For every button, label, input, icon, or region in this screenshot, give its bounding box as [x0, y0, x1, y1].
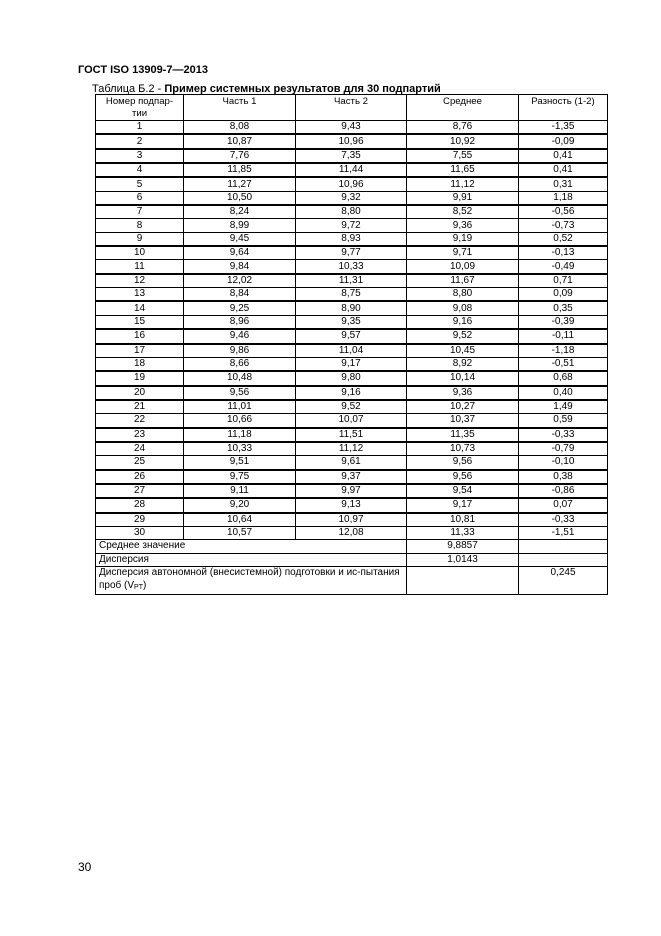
part2-cell: 9,16: [296, 386, 407, 400]
column-header-part1: Часть 1: [184, 95, 296, 121]
difference-cell: -0,39: [519, 315, 608, 329]
difference-cell: 0,41: [519, 149, 608, 163]
difference-cell: -0,49: [519, 260, 608, 274]
lot-number-cell: 5: [96, 177, 184, 191]
part2-cell: 8,93: [296, 232, 407, 246]
part2-cell: 10,33: [296, 260, 407, 274]
variance-label: Дисперсия: [96, 553, 407, 566]
mean-cell: 9,19: [407, 232, 519, 246]
difference-cell: 0,35: [519, 301, 608, 315]
part1-cell: 9,51: [184, 456, 296, 470]
part2-cell: 11,12: [296, 442, 407, 456]
mean-cell: 10,92: [407, 134, 519, 148]
difference-cell: -0,73: [519, 219, 608, 232]
difference-cell: -0,11: [519, 329, 608, 343]
difference-cell: -0,56: [519, 205, 608, 219]
table-row: [96, 191, 608, 205]
table-row: [96, 246, 608, 260]
difference-cell: -1,18: [519, 344, 608, 358]
part1-cell: 10,33: [184, 442, 296, 456]
table-row: [96, 163, 608, 177]
table-row: [96, 484, 608, 498]
difference-cell: 0,07: [519, 498, 608, 512]
part1-cell: 10,64: [184, 513, 296, 527]
part2-cell: 11,44: [296, 163, 407, 177]
part1-cell: 9,86: [184, 344, 296, 358]
vpt-label-text: Дисперсия автономной (внесистемной) подготовки и ис-пытания проб (V: [99, 567, 400, 591]
table-row: [96, 470, 608, 484]
lot-number-cell: 8: [96, 219, 184, 232]
part2-cell: 9,43: [296, 121, 407, 135]
difference-cell: -0,33: [519, 513, 608, 527]
lot-number-cell: 1: [96, 121, 184, 135]
mean-cell: 9,16: [407, 315, 519, 329]
table-row: [96, 288, 608, 302]
part2-cell: 11,04: [296, 344, 407, 358]
mean-cell: 9,56: [407, 470, 519, 484]
table-row: [96, 456, 608, 470]
mean-cell: 10,45: [407, 344, 519, 358]
column-header-difference: Разность (1-2): [519, 95, 608, 121]
mean-cell: 10,27: [407, 400, 519, 414]
part2-cell: 9,97: [296, 484, 407, 498]
part1-cell: 10,50: [184, 191, 296, 205]
table-row: [96, 513, 608, 527]
mean-cell: 11,65: [407, 163, 519, 177]
table-row: [96, 371, 608, 385]
part1-cell: 11,18: [184, 428, 296, 442]
part1-cell: 9,20: [184, 498, 296, 512]
vpt-subscript: PT: [134, 583, 143, 591]
difference-cell: -0,51: [519, 357, 608, 371]
difference-cell: -0,79: [519, 442, 608, 456]
part1-cell: 9,64: [184, 246, 296, 260]
difference-cell: 1,18: [519, 191, 608, 205]
mean-cell: 10,37: [407, 414, 519, 428]
table-row: [96, 134, 608, 148]
table-row: [96, 177, 608, 191]
part1-cell: 10,87: [184, 134, 296, 148]
vpt-label-close: ): [143, 579, 147, 591]
lot-number-cell: 26: [96, 470, 184, 484]
part1-cell: 12,02: [184, 274, 296, 288]
column-header-part2: Часть 2: [296, 95, 407, 121]
table-row: [96, 315, 608, 329]
lot-number-cell: 16: [96, 329, 184, 343]
summary-row-variance: [96, 553, 608, 566]
table-row: [96, 386, 608, 400]
part2-cell: 8,80: [296, 205, 407, 219]
mean-cell: 9,56: [407, 456, 519, 470]
lot-number-cell: 28: [96, 498, 184, 512]
table-body: [96, 121, 608, 540]
table-row: [96, 121, 608, 135]
difference-cell: 0,59: [519, 414, 608, 428]
difference-cell: -0,33: [519, 428, 608, 442]
mean-cell: 11,12: [407, 177, 519, 191]
vpt-label: [96, 567, 407, 595]
summary-row-mean: [96, 540, 608, 553]
part2-cell: 11,51: [296, 428, 407, 442]
lot-number-cell: 17: [96, 344, 184, 358]
lot-number-cell: 4: [96, 163, 184, 177]
lot-number-cell: 25: [96, 456, 184, 470]
mean-cell: 8,80: [407, 288, 519, 302]
mean-cell: 10,73: [407, 442, 519, 456]
lot-number-cell: 30: [96, 526, 184, 539]
table-row: [96, 232, 608, 246]
part1-cell: 10,48: [184, 371, 296, 385]
table-row: [96, 344, 608, 358]
difference-cell: 0,31: [519, 177, 608, 191]
results-table: [95, 94, 608, 595]
table-header: [96, 95, 608, 121]
mean-cell: 10,14: [407, 371, 519, 385]
part2-cell: 9,13: [296, 498, 407, 512]
part2-cell: 9,80: [296, 371, 407, 385]
vpt-empty-cell: [407, 567, 519, 595]
mean-label: Среднее значение: [96, 540, 407, 553]
part1-cell: 10,66: [184, 414, 296, 428]
difference-cell: -0,86: [519, 484, 608, 498]
difference-cell: -0,10: [519, 456, 608, 470]
lot-number-cell: 29: [96, 513, 184, 527]
difference-cell: 1,49: [519, 400, 608, 414]
table-row: [96, 414, 608, 428]
column-header-mean: Среднее: [407, 95, 519, 121]
difference-cell: -0,13: [519, 246, 608, 260]
difference-cell: -1,51: [519, 526, 608, 539]
summary-row-vpt: [96, 567, 608, 595]
mean-cell: 8,76: [407, 121, 519, 135]
part1-cell: 8,84: [184, 288, 296, 302]
document-header: ГОСТ ISO 13909-7—2013: [78, 64, 208, 76]
table-row: [96, 274, 608, 288]
mean-cell: 11,67: [407, 274, 519, 288]
column-header-lot: Номер подпар-тии: [96, 95, 184, 121]
lot-number-cell: 19: [96, 371, 184, 385]
table-summary: [96, 540, 608, 595]
table-row: [96, 357, 608, 371]
lot-number-cell: 2: [96, 134, 184, 148]
lot-number-cell: 21: [96, 400, 184, 414]
lot-number-cell: 23: [96, 428, 184, 442]
part2-cell: 9,77: [296, 246, 407, 260]
mean-cell: 8,52: [407, 205, 519, 219]
part2-cell: 12,08: [296, 526, 407, 539]
part1-cell: 9,45: [184, 232, 296, 246]
vpt-value: 0,245: [519, 567, 608, 595]
part2-cell: 9,37: [296, 470, 407, 484]
mean-cell: 9,17: [407, 498, 519, 512]
part1-cell: 9,56: [184, 386, 296, 400]
part2-cell: 10,97: [296, 513, 407, 527]
lot-number-cell: 27: [96, 484, 184, 498]
part1-cell: 8,96: [184, 315, 296, 329]
lot-number-cell: 15: [96, 315, 184, 329]
page-number: 30: [78, 860, 92, 874]
part1-cell: 8,24: [184, 205, 296, 219]
difference-cell: 0,41: [519, 163, 608, 177]
part2-cell: 9,57: [296, 329, 407, 343]
difference-cell: 0,52: [519, 232, 608, 246]
part2-cell: 9,17: [296, 357, 407, 371]
table-row: [96, 260, 608, 274]
part2-cell: 9,52: [296, 400, 407, 414]
mean-cell: 10,09: [407, 260, 519, 274]
part1-cell: 8,99: [184, 219, 296, 232]
table-row: [96, 301, 608, 315]
part1-cell: 9,11: [184, 484, 296, 498]
lot-number-cell: 24: [96, 442, 184, 456]
variance-empty-cell: [519, 553, 608, 566]
part1-cell: 8,08: [184, 121, 296, 135]
part2-cell: 9,32: [296, 191, 407, 205]
part1-cell: 9,75: [184, 470, 296, 484]
lot-number-cell: 20: [96, 386, 184, 400]
mean-cell: 11,33: [407, 526, 519, 539]
table-row: [96, 442, 608, 456]
part1-cell: 9,46: [184, 329, 296, 343]
table-row: [96, 428, 608, 442]
mean-cell: 9,52: [407, 329, 519, 343]
mean-cell: 9,08: [407, 301, 519, 315]
part2-cell: 10,07: [296, 414, 407, 428]
difference-cell: 0,38: [519, 470, 608, 484]
table-row: [96, 219, 608, 232]
mean-cell: 8,92: [407, 357, 519, 371]
lot-number-cell: 12: [96, 274, 184, 288]
lot-number-cell: 14: [96, 301, 184, 315]
lot-number-cell: 11: [96, 260, 184, 274]
table-row: [96, 400, 608, 414]
mean-cell: 7,55: [407, 149, 519, 163]
part2-cell: 8,90: [296, 301, 407, 315]
table-row: [96, 329, 608, 343]
part1-cell: 8,66: [184, 357, 296, 371]
part1-cell: 9,84: [184, 260, 296, 274]
mean-cell: 11,35: [407, 428, 519, 442]
mean-cell: 10,81: [407, 513, 519, 527]
lot-number-cell: 9: [96, 232, 184, 246]
difference-cell: -1,35: [519, 121, 608, 135]
lot-number-cell: 13: [96, 288, 184, 302]
table-row: [96, 149, 608, 163]
part2-cell: 7,35: [296, 149, 407, 163]
mean-cell: 9,71: [407, 246, 519, 260]
difference-cell: 0,09: [519, 288, 608, 302]
part1-cell: 11,27: [184, 177, 296, 191]
part2-cell: 9,61: [296, 456, 407, 470]
mean-cell: 9,91: [407, 191, 519, 205]
variance-value: 1,0143: [407, 553, 519, 566]
part2-cell: 10,96: [296, 177, 407, 191]
mean-cell: 9,36: [407, 219, 519, 232]
part2-cell: 10,96: [296, 134, 407, 148]
mean-cell: 9,54: [407, 484, 519, 498]
difference-cell: 0,71: [519, 274, 608, 288]
lot-number-cell: 7: [96, 205, 184, 219]
mean-cell: 9,36: [407, 386, 519, 400]
part1-cell: 11,85: [184, 163, 296, 177]
lot-number-cell: 22: [96, 414, 184, 428]
mean-value: 9,8857: [407, 540, 519, 553]
mean-empty-cell: [519, 540, 608, 553]
part1-cell: 10,57: [184, 526, 296, 539]
table-caption-title: Пример системных результатов для 30 подпартий: [164, 83, 441, 95]
lot-number-cell: 3: [96, 149, 184, 163]
lot-number-cell: 10: [96, 246, 184, 260]
part1-cell: 11,01: [184, 400, 296, 414]
part2-cell: 9,35: [296, 315, 407, 329]
difference-cell: -0,09: [519, 134, 608, 148]
lot-number-cell: 6: [96, 191, 184, 205]
part2-cell: 8,75: [296, 288, 407, 302]
part1-cell: 7,76: [184, 149, 296, 163]
table-row: [96, 498, 608, 512]
difference-cell: 0,40: [519, 386, 608, 400]
table-caption-prefix: Таблица Б.2 -: [92, 83, 165, 95]
part2-cell: 9,72: [296, 219, 407, 232]
table-row: [96, 526, 608, 539]
part2-cell: 11,31: [296, 274, 407, 288]
lot-number-cell: 18: [96, 357, 184, 371]
part1-cell: 9,25: [184, 301, 296, 315]
difference-cell: 0,68: [519, 371, 608, 385]
table-row: [96, 205, 608, 219]
table-header-row: [96, 95, 608, 121]
